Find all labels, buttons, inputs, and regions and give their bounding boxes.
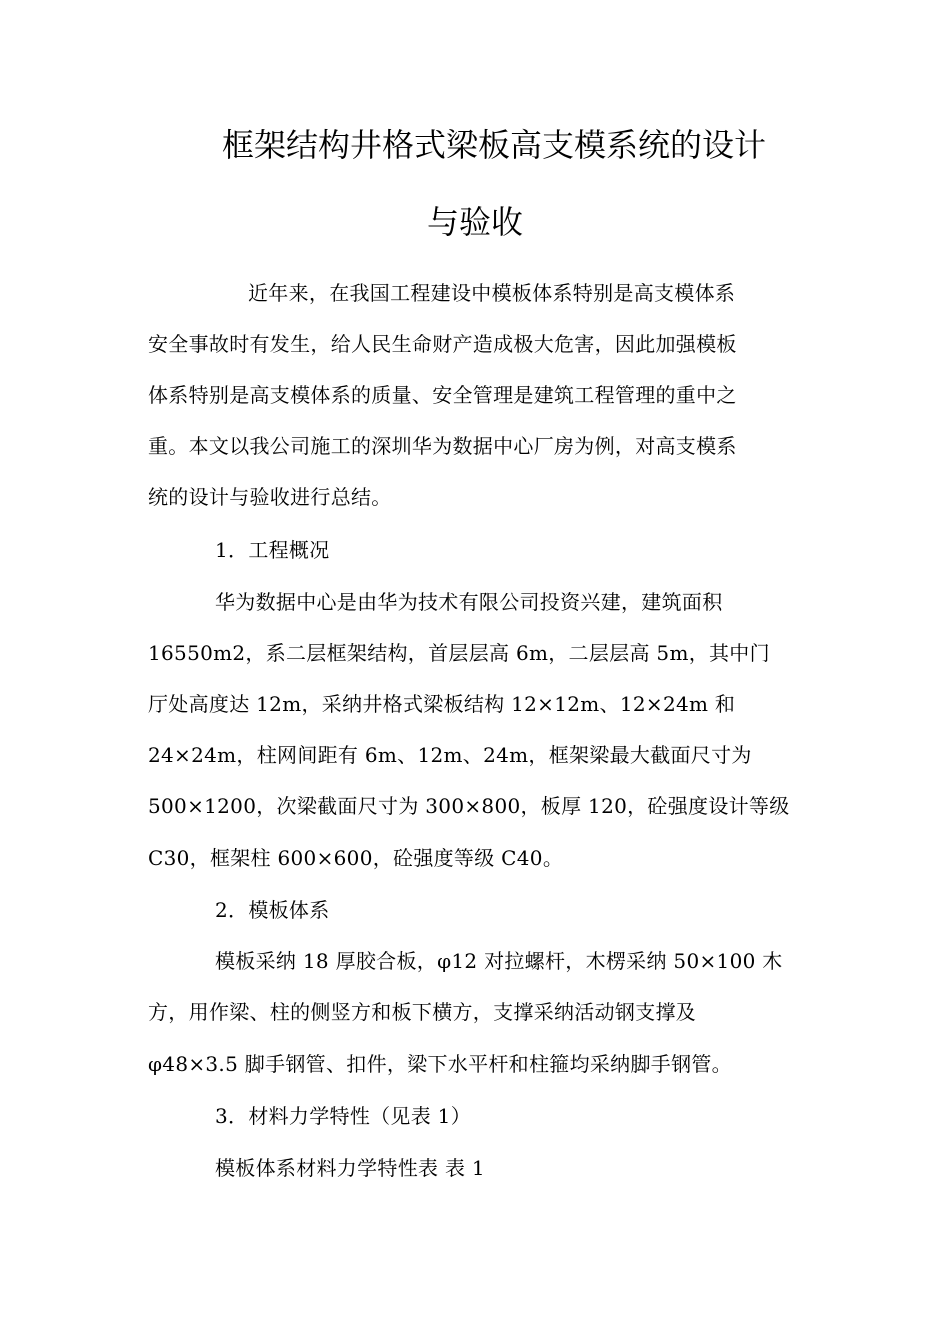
paragraph-intro-line-4: 重。本文以我公司施工的深圳华为数据中心厂房为例，对高支模系	[148, 434, 737, 458]
document-title-line-1: 框架结构井格式梁板高支模系统的设计	[222, 126, 767, 164]
document-title-line-2: 与验收	[426, 203, 523, 241]
paragraph-intro-line-5: 统的设计与验收进行总结。	[148, 485, 392, 509]
table-caption: 模板体系材料力学特性表 表 1	[215, 1156, 485, 1180]
section-heading-1: 1．工程概况	[215, 538, 330, 562]
paragraph-intro-line-1: 近年来，在我国工程建设中模板体系特别是高支模体系	[248, 281, 736, 305]
paragraph-formwork-line-1: 模板采纳 18 厚胶合板，φ12 对拉螺杆，木楞采纳 50×100 木	[215, 949, 783, 973]
paragraph-project-line-3: 厅处高度达 12m，采纳井格式梁板结构 12×12m、12×24m 和	[148, 692, 736, 716]
paragraph-intro-line-3: 体系特别是高支模体系的质量、安全管理是建筑工程管理的重中之	[148, 383, 737, 407]
paragraph-project-line-2: 16550m2，系二层框架结构，首层层高 6m，二层层高 5m，其中门	[148, 641, 770, 665]
section-heading-3: 3．材料力学特性（见表 1）	[215, 1104, 472, 1128]
paragraph-project-line-1: 华为数据中心是由华为技术有限公司投资兴建，建筑面积	[215, 590, 723, 614]
paragraph-project-line-5: 500×1200，次梁截面尺寸为 300×800，板厚 120，砼强度设计等级	[148, 794, 790, 818]
paragraph-project-line-4: 24×24m，柱网间距有 6m、12m、24m，框架梁最大截面尺寸为	[148, 743, 752, 767]
paragraph-formwork-line-3: φ48×3.5 脚手钢管、扣件，梁下水平杆和柱箍均采纳脚手钢管。	[148, 1052, 732, 1076]
paragraph-project-line-6: C30，框架柱 600×600，砼强度等级 C40。	[148, 846, 564, 870]
section-heading-2: 2．模板体系	[215, 898, 330, 922]
paragraph-intro-line-2: 安全事故时有发生，给人民生命财产造成极大危害，因此加强模板	[148, 332, 737, 356]
paragraph-formwork-line-2: 方，用作梁、柱的侧竖方和板下横方，支撑采纳活动钢支撑及	[148, 1000, 697, 1024]
